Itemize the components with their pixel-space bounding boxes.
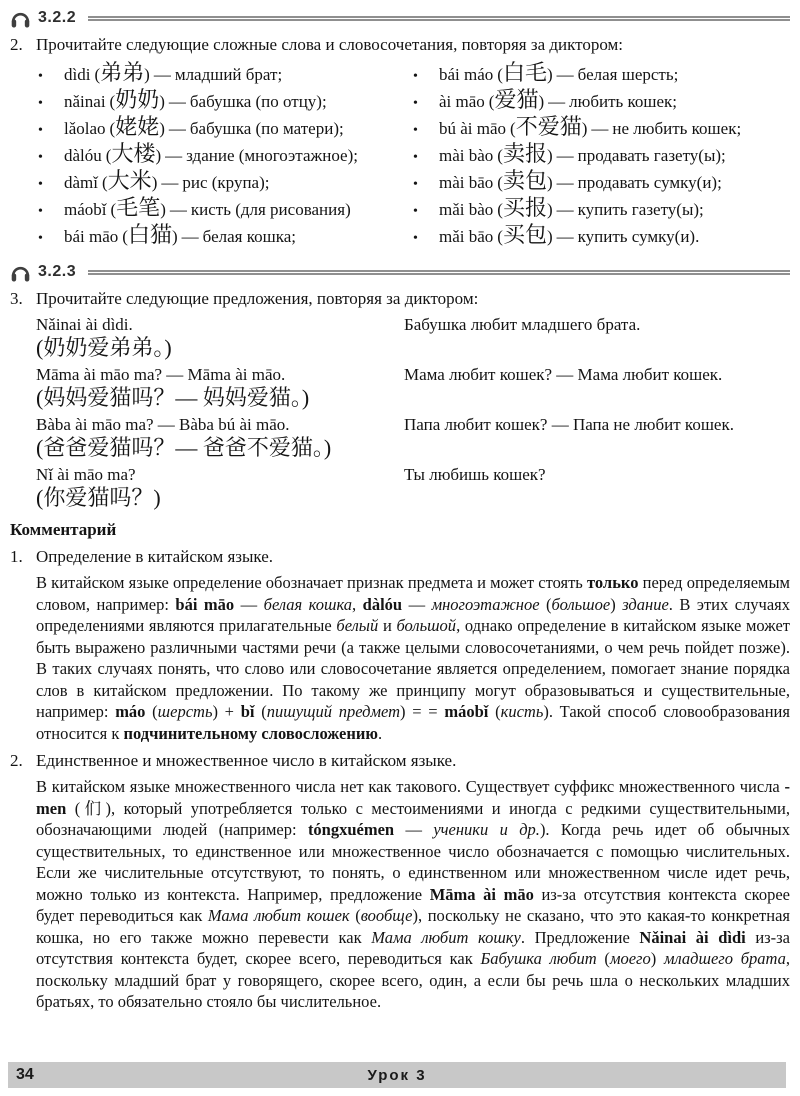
paren-open: ( (109, 92, 116, 111)
word-pinyin: lǎolao (64, 119, 106, 138)
word-translation: младший брат; (174, 65, 283, 84)
bullet-icon: • (38, 204, 43, 219)
bullet-icon: • (413, 204, 418, 219)
word-hanzi: 爱猫 (494, 87, 539, 112)
dash: — (556, 173, 574, 192)
word-translation: кисть (для рисования) (190, 200, 351, 219)
footer-bar (8, 1062, 786, 1088)
paren-open: ( (109, 119, 116, 138)
bullet-icon: • (38, 150, 43, 165)
paren-close: ) (159, 92, 165, 111)
dash: — (556, 146, 574, 165)
word-hanzi: 卖包 (502, 168, 547, 193)
word-item (413, 197, 790, 224)
bullet-icon: • (38, 231, 43, 246)
sentence-hanzi: (爸爸爱猫吗？— 爸爸不爱猫。) (36, 435, 332, 460)
paren-close: ) (546, 146, 553, 165)
exercise-2-number: 2. (10, 35, 23, 54)
bullet-icon: • (413, 69, 418, 84)
word-translation: бабушка (по отцу); (189, 92, 327, 111)
dash: — (591, 119, 609, 138)
exercise-3-prompt: Прочитайте следующие предложения, повторяя за диктором: (36, 289, 479, 308)
paren-close: ) (171, 227, 178, 246)
paren-close: ) (160, 200, 166, 219)
dash: — (165, 146, 183, 165)
sentence-row (36, 414, 790, 461)
word-item (38, 89, 413, 116)
word-hanzi: 毛笔 (116, 195, 161, 220)
word-item (38, 143, 413, 170)
paren-close: ) (144, 65, 150, 84)
sentence-pinyin: Bàba ài māo ma? — Bàba bú ài māo. (36, 415, 290, 434)
dash: — (556, 65, 574, 84)
commentary-item-1-number: 1. (10, 547, 23, 566)
dash: — (153, 65, 171, 84)
word-translation: купить газету(ы); (577, 200, 704, 219)
word-translation: белая кошка; (202, 227, 296, 246)
sentence-pinyin: Māma ài māo ma? — Māma ài māo. (36, 365, 286, 384)
word-item (38, 224, 413, 251)
sentence-hanzi: (你爱猫吗？) (36, 485, 161, 510)
word-pinyin: bái máo (439, 65, 494, 84)
word-translation: бабушка (по матери); (189, 119, 344, 138)
sentence-source (36, 464, 404, 511)
word-pinyin: mài bào (439, 146, 494, 165)
section-number: 3.2.2 (38, 9, 77, 26)
word-item (38, 197, 413, 224)
sentence-row (36, 314, 790, 361)
paren-close: ) (581, 119, 588, 138)
word-pinyin: mài bāo (439, 173, 494, 192)
word-translation: рис (крупа); (182, 173, 270, 192)
sentence-hanzi: (妈妈爱猫吗？— 妈妈爱猫。) (36, 385, 310, 410)
word-translation: любить кошек; (569, 92, 678, 111)
page-number: 34 (16, 1066, 34, 1083)
commentary-item-2-number: 2. (10, 751, 23, 770)
sentence-row (36, 364, 790, 411)
paren-close: ) (546, 227, 553, 246)
word-hanzi: 不爱猫 (515, 114, 582, 139)
word-hanzi: 大楼 (111, 141, 156, 166)
sentence-pinyin: Nǎinai ài dìdi. (36, 315, 133, 334)
headphones-icon (10, 263, 31, 282)
dash: — (556, 200, 574, 219)
sentence-source (36, 314, 404, 361)
dash: — (168, 119, 186, 138)
dash: — (161, 173, 179, 192)
exercise-3-number: 3. (10, 289, 23, 308)
dash: — (548, 92, 566, 111)
bullet-icon: • (38, 177, 43, 192)
bullet-icon: • (38, 123, 43, 138)
exercise-2-prompt: Прочитайте следующие сложные слова и словосочетания, повторяя за диктором: (36, 35, 624, 54)
word-pinyin: máobǐ (64, 200, 107, 219)
bullet-icon: • (38, 96, 43, 111)
word-pinyin: ài māo (439, 92, 485, 111)
exercise-2-prompt-row (10, 35, 790, 55)
paren-open: ( (110, 200, 117, 219)
dash: — (181, 227, 199, 246)
bullet-icon: • (38, 69, 43, 84)
paren-open: ( (497, 200, 503, 219)
bullet-icon: • (413, 231, 418, 246)
word-pinyin: dàlóu (64, 146, 102, 165)
sentence-pinyin: Nǐ ài māo ma? (36, 465, 136, 484)
word-pinyin: bái māo (64, 227, 119, 246)
paren-close: ) (159, 119, 165, 138)
bullet-icon: • (413, 123, 418, 138)
sentence-hanzi: (奶奶爱弟弟。) (36, 335, 172, 360)
headphones-icon (10, 9, 31, 28)
word-pinyin: bú ài māo (439, 119, 507, 138)
commentary-heading: Комментарий (10, 520, 117, 539)
word-translation: белая шерсть; (577, 65, 679, 84)
commentary-item-1 (10, 547, 790, 744)
paren-open: ( (122, 227, 128, 246)
commentary-item-1-paragraph: В китайском языке определение обозначает признак предмета и может стоять только перед определяемым словом, например: bái māo — белая кошка, dàlóu — многоэтажное (большое) здание. В этих случаях определениями являются прилагательные белый и большой, однако определение в китайском языке может быть выражено различными частями речи (а также целыми словосочетаниями, о чем речь пойдет позже). В таких случаях понять, что слово или словосочетание является определением, помогает знание порядка слов в китайском предложении. По такому же принципу могут образовываться и существительные, например: máo (шерсть) + bǐ (пишущий предмет) = = máobǐ (кисть). Такой способ словообразования относится к подчинительному словосложению. (36, 573, 791, 743)
dash: — (169, 200, 187, 219)
paren-open: ( (510, 119, 516, 138)
word-list (10, 62, 790, 251)
word-hanzi: 弟弟 (100, 60, 145, 85)
paren-open: ( (488, 92, 495, 111)
word-hanzi: 奶奶 (115, 87, 160, 112)
paren-open: ( (102, 173, 108, 192)
commentary-item-2 (10, 751, 790, 1013)
dash: — (556, 227, 574, 246)
section-header-322 (10, 6, 790, 30)
paren-close: ) (151, 173, 158, 192)
word-pinyin: dàmǐ (64, 173, 98, 192)
lesson-label: Урок 3 (367, 1066, 427, 1084)
paren-open: ( (497, 146, 503, 165)
bullet-icon: • (413, 177, 418, 192)
word-hanzi: 买报 (502, 195, 547, 220)
paren-close: ) (538, 92, 545, 111)
word-hanzi: 大米 (107, 168, 152, 193)
sentence-source (36, 364, 404, 411)
paren-open: ( (94, 65, 101, 84)
sentence-source (36, 414, 404, 461)
paren-open: ( (105, 146, 112, 165)
section-number: 3.2.3 (38, 263, 77, 280)
word-translation: не любить кошек; (612, 119, 742, 138)
word-item (413, 116, 790, 143)
section-header-323 (10, 260, 790, 284)
word-hanzi: 姥姥 (115, 114, 160, 139)
paren-close: ) (546, 173, 553, 192)
word-item (413, 224, 790, 251)
word-item (413, 62, 790, 89)
commentary-item-1-title: Определение в китайском языке. (36, 547, 274, 566)
word-item (38, 62, 413, 89)
word-hanzi: 白毛 (502, 60, 547, 85)
sentence-list (10, 314, 790, 511)
paren-close: ) (546, 65, 553, 84)
word-translation: продавать сумку(и); (577, 173, 722, 192)
sentence-translation: Ты любишь кошек? (404, 465, 546, 484)
commentary-item-2-title: Единственное и множественное число в китайском языке. (36, 751, 457, 770)
word-hanzi: 卖报 (502, 141, 547, 166)
word-item (38, 170, 413, 197)
divider-rule (88, 16, 790, 21)
paren-open: ( (497, 65, 503, 84)
sentence-translation: Папа любит кошек? — Папа не любит кошек. (404, 415, 734, 434)
word-list-left (38, 62, 413, 251)
divider-rule (88, 270, 790, 275)
word-translation: продавать газету(ы); (577, 146, 726, 165)
sentence-translation: Бабушка любит младшего брата. (404, 315, 641, 334)
paren-open: ( (497, 173, 503, 192)
paren-open: ( (497, 227, 503, 246)
word-translation: здание (многоэтажное); (186, 146, 358, 165)
word-hanzi: 买包 (502, 222, 547, 247)
word-pinyin: mǎi bào (439, 200, 494, 219)
paren-close: ) (546, 200, 553, 219)
bullet-icon: • (413, 150, 418, 165)
paren-close: ) (155, 146, 162, 165)
bullet-icon: • (413, 96, 418, 111)
word-translation: купить сумку(и). (577, 227, 700, 246)
word-item (413, 170, 790, 197)
sentence-row (36, 464, 790, 511)
word-pinyin: dìdi (64, 65, 91, 84)
word-hanzi: 白猫 (127, 222, 172, 247)
sentence-translation: Мама любит кошек? — Мама любит кошек. (404, 365, 723, 384)
exercise-3-prompt-row (10, 289, 790, 309)
commentary-item-2-paragraph: В китайском языке множественного числа нет как такового. Существует суффикс множественного числа -men (们), который употребляется только с местоимениями и иногда с редкими существительными, обозначающими людей (например: tóngxuémen — ученики и др.). Когда речь идет об обычных существительных, то единственное или множественное число обозначается с помощью числительных. Если же числительные отсутствуют, то понять, о единственном или множественном числе идет речь, можно только из контекста. Например, предложение Māma ài māo из-за отсутствия контекста скорее будет переводиться как Мама любит кошек (вообще), поскольку не сказано, что это какая-то конкретная кошка, но его также можно перевести как Мама любит кошку. Предложение Nǎinai ài dìdi из-за отсутствия контекста будет, скорее всего, переводиться как Бабушка любит (моего) младшего брата, поскольку младший брат у говорящего, скорее всего, один, а если бы речь шла о нескольких младших братьях, то обязательно стояло бы числительное. (36, 777, 791, 1011)
word-list-right (413, 62, 790, 251)
dash: — (168, 92, 186, 111)
word-pinyin: mǎi bāo (439, 227, 494, 246)
word-item (413, 89, 790, 116)
word-item (38, 116, 413, 143)
word-item (413, 143, 790, 170)
word-pinyin: nǎinai (64, 92, 106, 111)
